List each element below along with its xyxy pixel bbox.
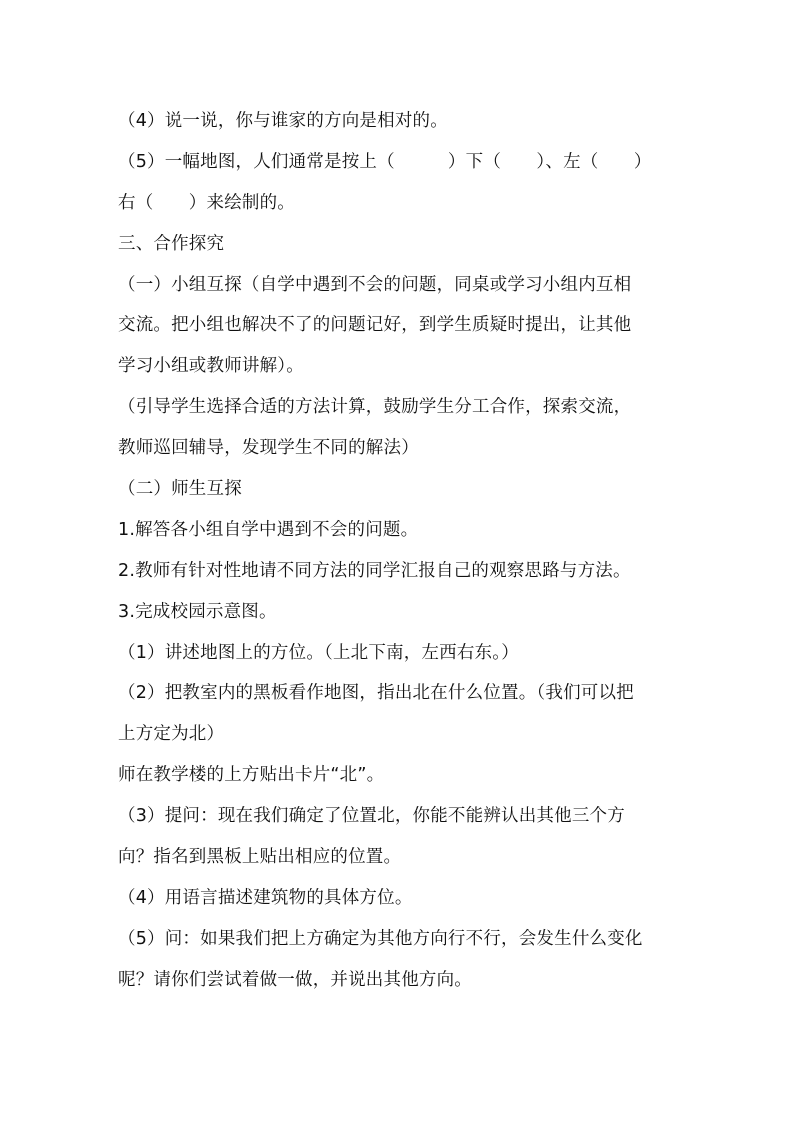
text-line: （3）提问：现在我们确定了位置北，你能不能辨认出其他三个方 — [118, 806, 625, 827]
text-line: 3.完成校园示意图。 — [118, 601, 277, 622]
text-line: （2）把教室内的黑板看作地图，指出北在什么位置。（我们可以把 — [118, 683, 634, 704]
text-line: （1）讲述地图上的方位。（上北下南，左西右东。） — [118, 642, 519, 663]
text-line: （5）一幅地图，人们通常是按上（ ）下（ ）、左（ ） — [118, 151, 652, 172]
text-line: 2.教师有针对性地请不同方法的同学汇报自己的观察思路与方法。 — [118, 560, 631, 581]
text-line: （引导学生选择合适的方法计算，鼓励学生分工合作，探索交流， — [118, 397, 632, 418]
document-body — [118, 101, 678, 1001]
text-line: 1.解答各小组自学中遇到不会的问题。 — [118, 519, 419, 540]
text-line: 右（ ）来绘制的。 — [118, 192, 295, 213]
text-line: 学习小组或教师讲解）。 — [118, 356, 304, 377]
text-line: （4）用语言描述建筑物的具体方位。 — [118, 887, 413, 908]
text-line: （4）说一说，你与谁家的方向是相对的。 — [118, 111, 448, 131]
text-line: （5）问：如果我们把上方确定为其他方向行不行，会发生什么变化 — [118, 928, 643, 949]
text-line: 交流。把小组也解决不了的问题记好，到学生质疑时提出，让其他 — [118, 315, 632, 336]
text-line: 师在教学楼的上方贴出卡片“北”。 — [118, 765, 385, 786]
text-line: 教师巡回辅导，发现学生不同的解法） — [118, 438, 419, 459]
text-line: 呢？请你们尝试着做一做，并说出其他方向。 — [118, 969, 472, 990]
text-line: 向？指名到黑板上贴出相应的位置。 — [118, 847, 402, 868]
text-line: （一）小组互探（自学中遇到不会的问题，同桌或学习小组内互相 — [118, 274, 632, 295]
subsection-heading: （二）师生互探 — [118, 479, 242, 500]
text-line: 上方定为北） — [118, 724, 225, 745]
section-heading: 三、合作探究 — [118, 233, 225, 254]
